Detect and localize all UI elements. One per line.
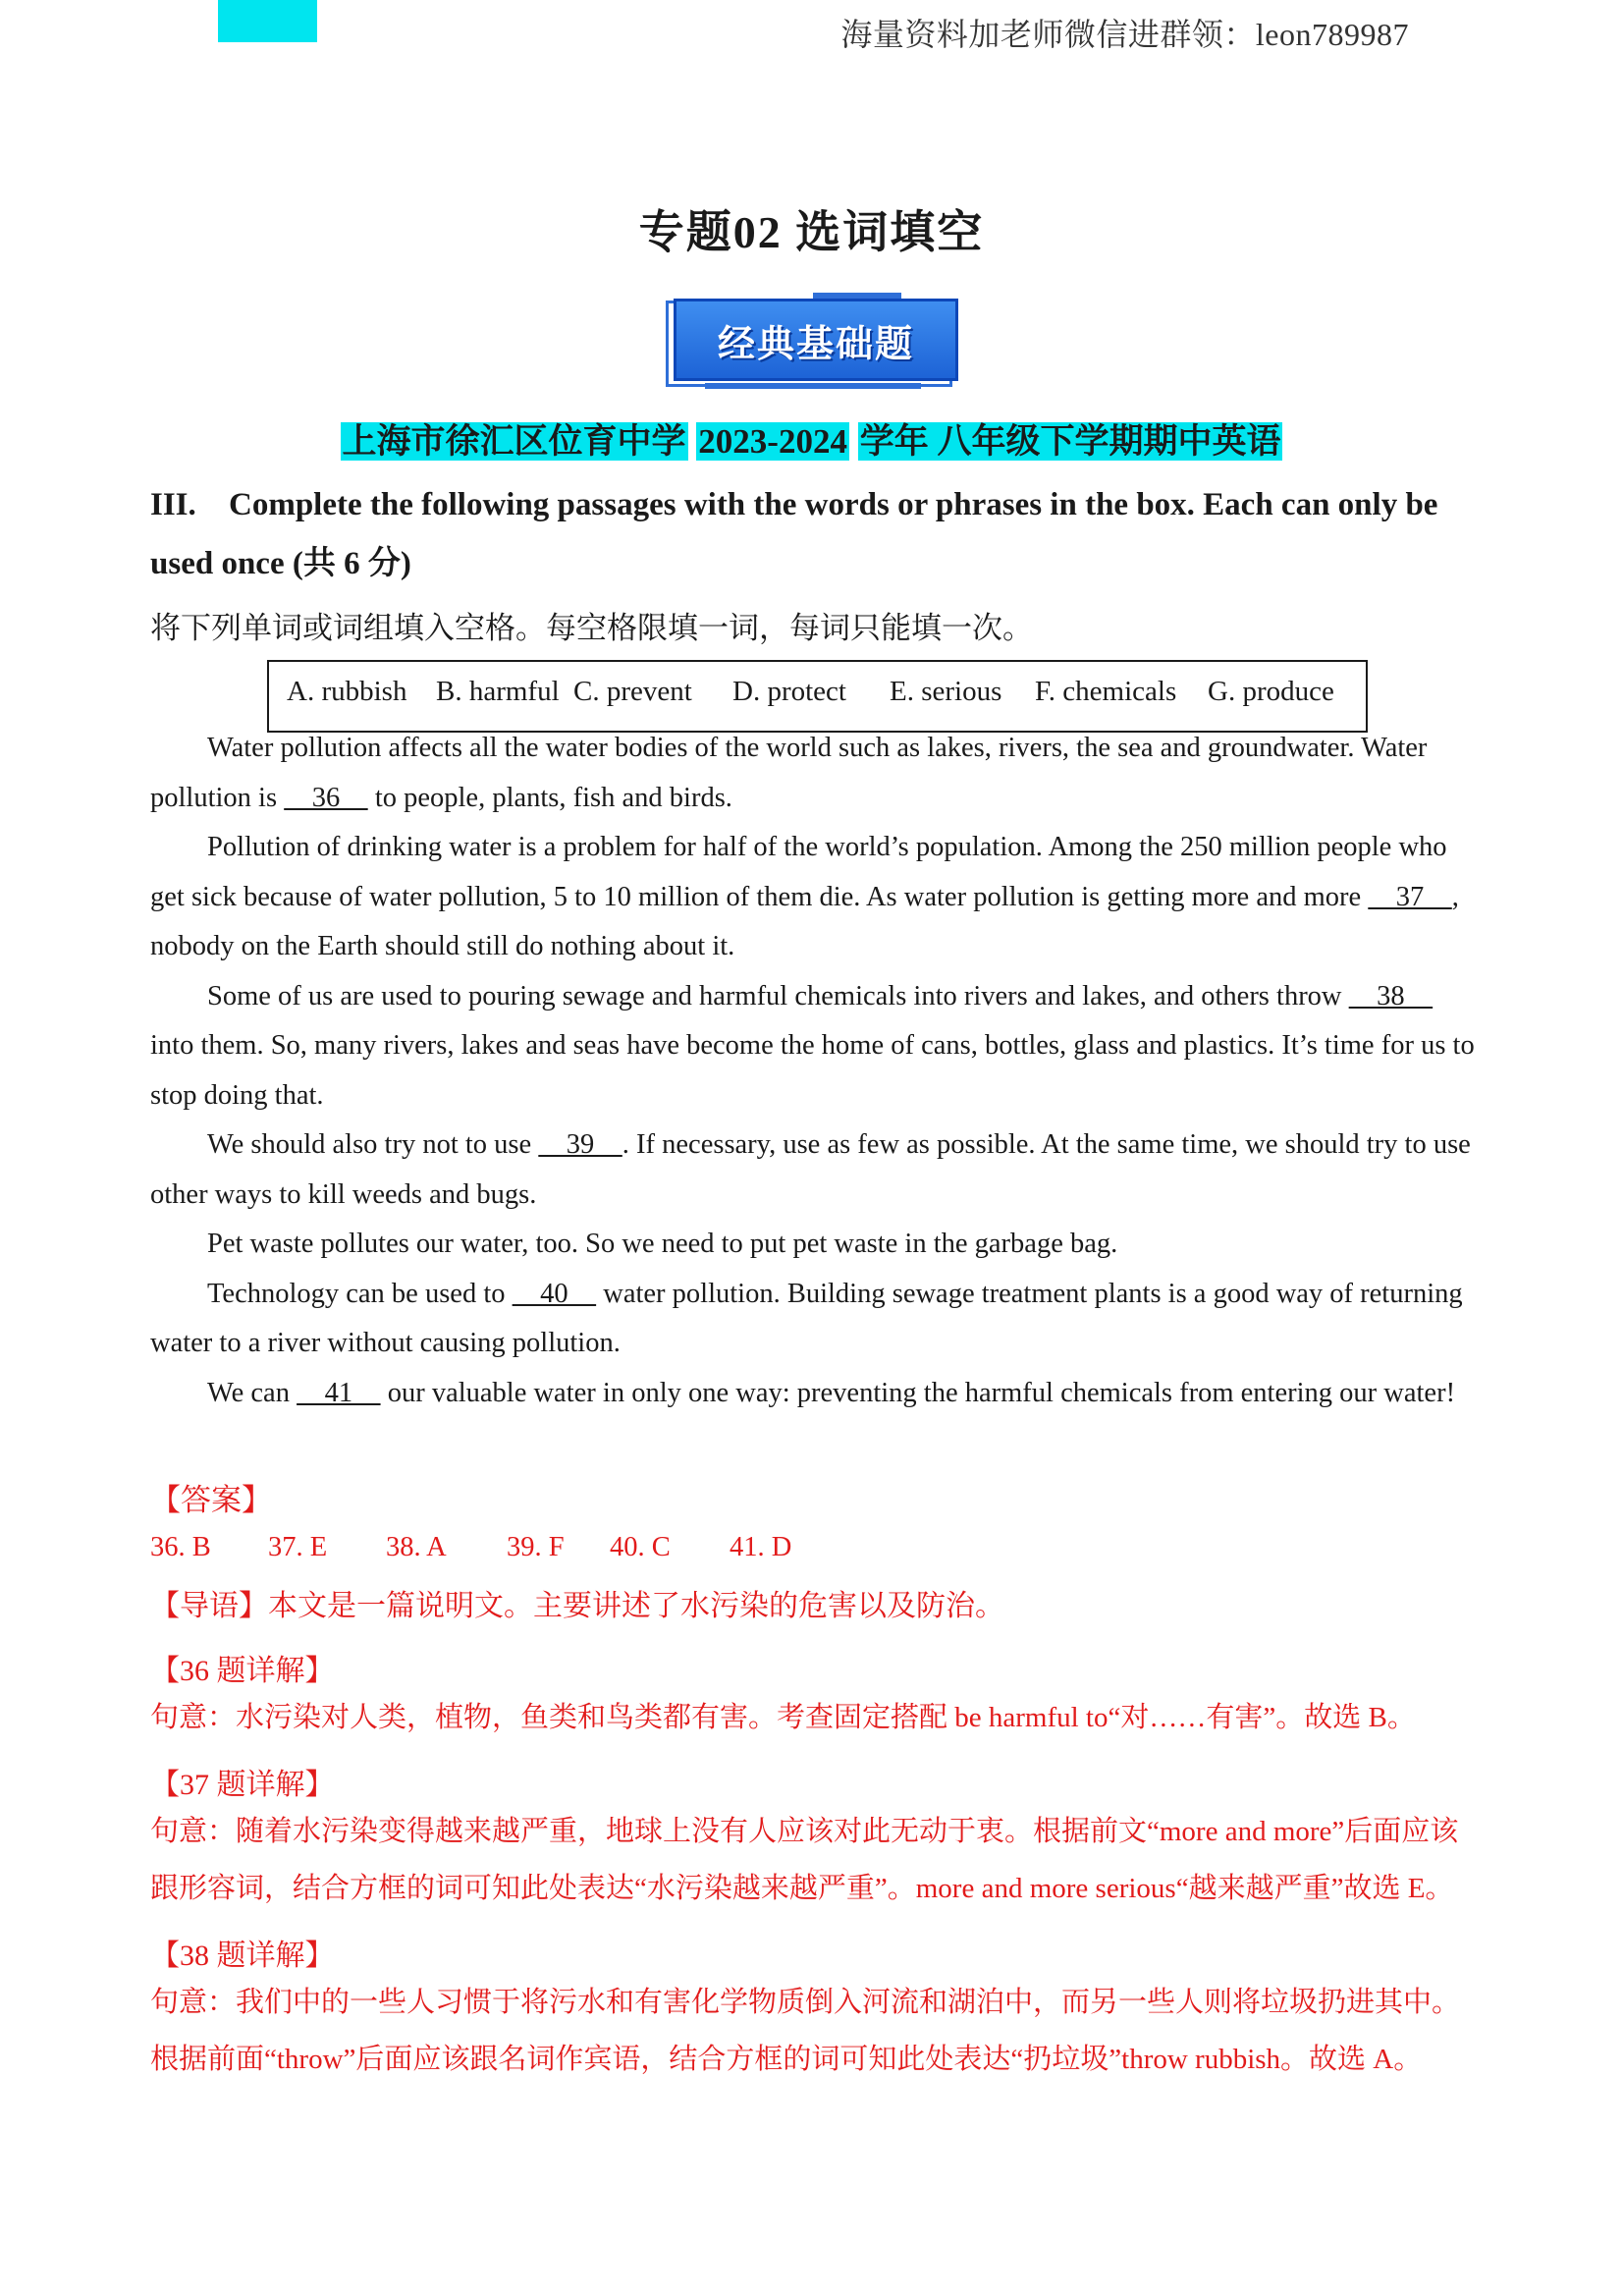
blank-36: 36 [284,782,368,813]
word-option: F. chemicals [1035,676,1177,707]
blank-38: 38 [1348,980,1434,1011]
word-option: D. protect [732,676,846,707]
blank-39: 39 [538,1129,622,1160]
passage-text: We can [207,1377,298,1408]
blank-41: 41 [297,1377,381,1408]
answer-item: 38. A [386,1532,447,1562]
banner-accent-bottom [705,383,921,389]
passage-text: into them. So, many rivers, lakes and seas have become the home of cans, bottles, glass and plastics. It’s time for us to stop doing that. [150,1030,1475,1111]
instruction [150,475,1476,593]
passage-paragraph [150,724,1481,823]
q36-explanation: 句意：水污染对人类，植物，鱼类和鸟类都有害。考查固定搭配 be harmful to“对……有害”。故选 B。 [150,1702,1416,1733]
answer-item: 37. E [268,1532,328,1562]
passage-paragraph [150,1270,1481,1369]
q36-heading: 【36 题详解】 [150,1655,335,1687]
passage-paragraph: Pet waste pollutes our water, too. So we need to put pet waste in the garbage bag. [207,1229,1118,1259]
page-title: 专题02 选词填空 [638,207,985,257]
blank-40: 40 [512,1278,597,1309]
word-option: G. produce [1208,676,1334,707]
answer-item: 40. C [610,1532,671,1562]
instruction-text: Complete the following passages with the words or phrases in the box. Each can only be used once (共 6 分) [150,487,1438,581]
word-option: B. harmful [436,676,560,707]
passage-text: Water pollution affects all the water bodies of the world such as lakes, rivers, the sea and groundwater. Water pollution is [150,733,1428,813]
corner-tab [218,0,317,42]
passage-paragraph [150,972,1481,1121]
passage-paragraph [150,823,1481,972]
word-option: A. rubbish [287,676,407,707]
word-option: E. serious [890,676,1002,707]
answer-item: 39. F [507,1532,565,1562]
answer-list [150,1532,791,1563]
word-box [267,660,1368,733]
passage-text: Some of us are used to pouring sewage and harmful chemicals into rivers and lakes, and others throw [207,980,1349,1011]
school-years: 2023-2024 [698,422,847,461]
passage-text: to people, plants, fish and birds. [367,782,732,813]
passage-text: Technology can be used to [207,1278,513,1309]
q38-heading: 【38 题详解】 [150,1940,335,1972]
word-option: C. prevent [573,676,692,707]
q38-explanation: 句意：我们中的一些人习惯于将污水和有害化学物质倒入河流和湖泊中，而另一些人则将垃圾扔进其中。根据前面“throw”后面应该跟名词作宾语，结合方框的词可知此处表达“扔垃圾”throw rubbish。故选 A。 [150,1987,1461,2075]
answer-item: 41. D [730,1532,792,1562]
banner-plate [674,299,958,381]
blank-37: 37 [1368,881,1452,912]
banner-label: 经典基础题 [717,321,914,365]
header-note: 海量资料加老师微信进群领：leon789987 [840,17,1409,52]
instruction-chinese: 将下列单词或词组填入空格。每空格限填一词，每词只能填一次。 [150,611,1033,645]
answer-heading: 【答案】 [150,1483,272,1517]
school-term: 学年 八年级下学期期中英语 [859,422,1281,461]
school-heading [0,414,1623,464]
passage-text: . If necessary, use as few as possible. At the same time, we should try to use other ways to kill weeds and bugs. [150,1129,1471,1210]
answer-lead: 【导语】本文是一篇说明文。主要讲述了水污染的危害以及防治。 [150,1590,1004,1622]
passage-text: We should also try not to use [207,1129,539,1160]
passage-paragraph [150,1369,1481,1419]
section-banner [666,293,966,395]
q37-heading: 【37 题详解】 [150,1769,335,1801]
passage-text: water pollution. Building sewage treatment plants is a good way of returning water to a river without causing pollution. [150,1278,1463,1358]
section-number: III. [150,487,196,522]
passage-text: , nobody on the Earth should still do nothing about it. [150,881,1459,961]
passage-paragraph [150,1121,1481,1220]
answer-item: 36. B [150,1532,211,1562]
q37-explanation: 句意：随着水污染变得越来越严重，地球上没有人应该对此无动于衷。根据前文“more and more”后面应该跟形容词，结合方框的词可知此处表达“水污染越来越严重”。more and more serious“越来越严重”故选 E。 [150,1816,1459,1904]
passage-text: our valuable water in only one way: preventing the harmful chemicals from entering our water! [380,1377,1456,1408]
school-name: 上海市徐汇区位育中学 [342,422,686,461]
passage-text: Pollution of drinking water is a problem for half of the world’s population. Among the 250 million people who get sick because of water pollution, 5 to 10 million of them die. As water pollution is getting more and more [150,832,1447,912]
passage [150,724,1481,1418]
